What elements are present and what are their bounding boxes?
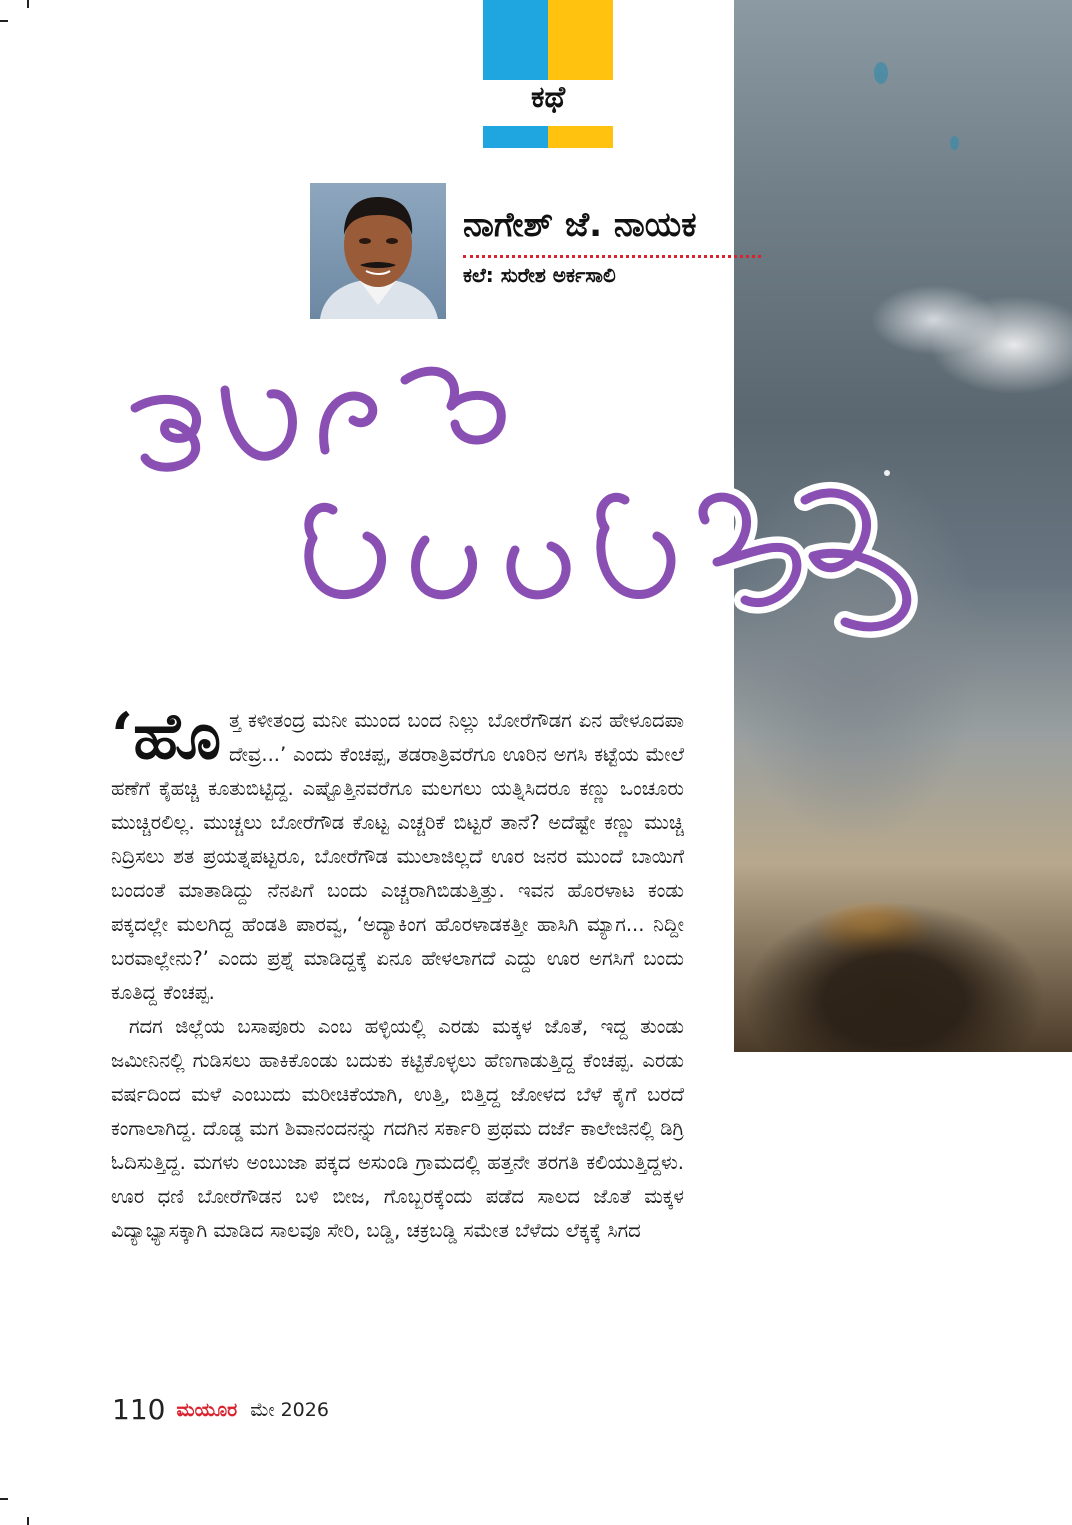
author-portrait-icon <box>310 183 446 319</box>
drop-cap: ‘ಹೊ <box>111 699 222 774</box>
page-footer <box>112 1393 329 1433</box>
issue-date: ಮೇ 2026 <box>250 1398 329 1421</box>
article-paragraph: ಗದಗ ಜಿಲ್ಲೆಯ ಬಸಾಪೂರು ಎಂಬ ಹಳ್ಳಿಯಲ್ಲಿ ಎರಡು ಮಕ್ಕಳ ಜೊತೆ, ಇದ್ದ ತುಂಡು ಜಮೀನಿನಲ್ಲಿ ಗುಡಿಸಲು ಹಾಕಿಕೊಂಡು ಬದುಕು ಕಟ್ಟಿಕೊಳ್ಳಲು ಹೆಣಗಾಡುತ್ತಿದ್ದ ಕೆಂಚಪ್ಪ. ಎರಡು ವರ್ಷದಿಂದ ಮಳೆ ಎಂಬುದು ಮರೀಚಿಕೆಯಾಗಿ, ಉತ್ತಿ, ಬಿತ್ತಿದ್ದ ಜೋಳದ ಬೆಳೆ ಕೈಗೆ ಬರದೆ ಕಂಗಾಲಾಗಿದ್ದ. ದೊಡ್ಡ ಮಗ ಶಿವಾನಂದನನ್ನು ಗದಗಿನ ಸರ್ಕಾರಿ ಪ್ರಥಮ ದರ್ಜೆ ಕಾಲೇಜಿನಲ್ಲಿ ಡಿಗ್ರಿ ಓದಿಸುತ್ತಿದ್ದ. ಮಗಳು ಅಂಬುಜಾ ಪಕ್ಕದ ಅಸುಂಡಿ ಗ್ರಾಮದಲ್ಲಿ ಹತ್ತನೇ ತರಗತಿ ಕಲಿಯುತ್ತಿದ್ದಳು. ಊರ ಧಣಿ ಬೋರೆಗೌಡನ ಬಳಿ ಬೀಜ, ಗೊಬ್ಬರಕ್ಕೆಂದು ಪಡೆದ ಸಾಲದ ಜೊತೆ ಮಕ್ಕಳ ವಿದ್ಯಾಭ್ಯಾಸಕ್ಕಾಗಿ ಮಾಡಿದ ಸಾಲವೂ ಸೇರಿ, ಬಡ್ಡಿ, ಚಕ್ರಬಡ್ಡಿ ಸಮೇತ ಬೆಳೆದು ಲೆಕ್ಕಕ್ಕೆ ಸಿಗದ <box>111 1015 684 1242</box>
author-name: ನಾಗೇಶ್ ಜೆ. ನಾಯಕ <box>463 205 697 245</box>
author-divider <box>463 255 761 258</box>
crop-mark-top-center <box>27 0 29 8</box>
author-photo <box>310 183 446 319</box>
category-block <box>483 0 613 148</box>
story-title <box>105 350 955 690</box>
crop-mark-bottom-left <box>0 1498 8 1500</box>
crop-mark-bottom-center <box>27 1517 29 1525</box>
page-number: 110 <box>112 1393 166 1426</box>
story-title-lettering-icon <box>105 350 955 690</box>
category-bar-blue-bottom <box>483 126 548 148</box>
paragraph-text: ತ್ತ ಕಳೀತಂದ್ರ ಮನೀ ಮುಂದ ಬಂದ ನಿಲ್ಲು ಬೋರೆಗೌಡಗ ಏನ ಹೇಳೂದಪಾ ದೇವ್ರ...’ ಎಂದು ಕೆಂಚಪ್ಪ, ತಡರಾತ್ರಿವರೆಗೂ ಊರಿನ ಅಗಸಿ ಕಟ್ಟೆಯ ಮೇಲೆ ಹಣೆಗೆ ಕೈಹಚ್ಚಿ ಕೂತುಬಿಟ್ಟಿದ್ದ. ಎಷ್ಟೊತ್ತಿನವರೆಗೂ ಮಲಗಲು ಯತ್ನಿಸಿದರೂ ಕಣ್ಣು ಒಂಚೂರು ಮುಚ್ಚಿರಲಿಲ್ಲ. ಮುಚ್ಚಲು ಬೋರೆಗೌಡ ಕೊಟ್ಟ ಎಚ್ಚರಿಕೆ ಬಿಟ್ಟರೆ ತಾನೆ? ಅದೆಷ್ಟೇ ಕಣ್ಣು ಮುಚ್ಚಿ ನಿದ್ರಿಸಲು ಶತ ಪ್ರಯತ್ನಪಟ್ಟರೂ, ಬೋರೆಗೌಡ ಮುಲಾಜಿಲ್ಲದೆ ಊರ ಜನರ ಮುಂದೆ ಬಾಯಿಗೆ ಬಂದಂತೆ ಮಾತಾಡಿದ್ದು ನೆನಪಿಗೆ ಬಂದು ಎಚ್ಚರಾಗಿಬಿಡುತ್ತಿತ್ತು. ಇವನ ಹೊರಳಾಟ ಕಂಡು ಪಕ್ಕದಲ್ಲೇ ಮಲಗಿದ್ದ ಹೆಂಡತಿ ಪಾರವ್ವ, ‘ಅದ್ಯಾಕಿಂಗ ಹೊರಳಾಡಕತ್ತೀ ಹಾಸಿಗಿ ಮ್ಯಾಗ... ನಿದ್ದೀ ಬರವಾಲ್ಲೇನು?’ ಎಂದು ಪ್ರಶ್ನೆ ಮಾಡಿದ್ದಕ್ಕೆ ಏನೂ ಹೇಳಲಾಗದೆ ಎದ್ದು ಊರ ಅಗಸಿಗೆ ಬಂದು ಕೂತಿದ್ದ ಕೆಂಚಪ್ಪ. <box>111 709 684 1004</box>
art-credit: ಕಲೆ: ಸುರೇಶ ಅರ್ಕಸಾಲಿ <box>463 263 616 287</box>
category-label: ಕಥೆ <box>530 80 566 115</box>
article-body <box>111 699 684 1248</box>
paint-splash <box>874 62 888 84</box>
crop-mark-top-left <box>0 20 8 22</box>
category-bar-blue-top <box>483 0 548 80</box>
article-paragraph <box>111 699 684 1010</box>
magazine-logo: ಮಯೂರ <box>176 1398 238 1421</box>
category-bar-yellow-top <box>548 0 613 80</box>
category-bar-yellow-bottom <box>548 126 613 148</box>
paint-splash <box>950 136 959 150</box>
